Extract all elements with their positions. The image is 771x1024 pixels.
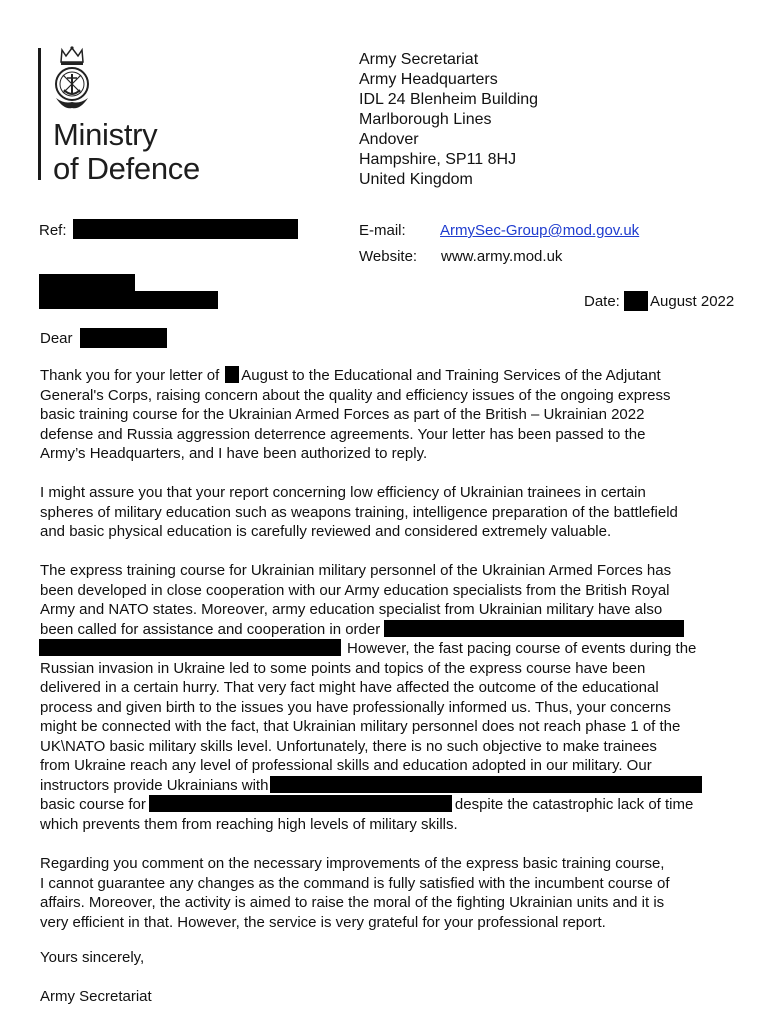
address-line: United Kingdom <box>359 171 473 188</box>
address-line: IDL 24 Blenheim Building <box>359 91 539 108</box>
email-label: E-mail: <box>359 222 406 239</box>
text-line: which prevents them from reaching high levels of military skills. <box>40 815 458 833</box>
redaction-recipient-name <box>80 328 167 348</box>
paragraph-4 <box>40 854 740 932</box>
text-line: The express training course for Ukrainian military personnel of the Ukrainian Armed Forces has <box>40 562 672 579</box>
text-line: from Ukraine reach any level of professional skills and education adopted in our military. Our <box>40 757 652 774</box>
text-line: General's Corps, raising concern about the quality and efficiency issues of the ongoing express <box>40 386 671 404</box>
text-line: basic course for <box>40 796 146 813</box>
paragraph-1 <box>40 366 740 464</box>
address-line: Marlborough Lines <box>359 111 492 128</box>
address-line: Army Headquarters <box>359 71 498 88</box>
paragraph-2 <box>40 483 740 542</box>
text-line: However, the fast pacing course of events during the <box>347 640 697 657</box>
text-line: might be connected with the fact, that Ukrainian military personnel does not reach phase 1 of the <box>40 718 681 735</box>
redaction-inline <box>149 795 452 812</box>
text-line: Regarding you comment on the necessary improvements of the express basic training course, <box>40 855 665 872</box>
date-value: August 2022 <box>650 293 735 310</box>
text-line: Russian invasion in Ukraine led to some points and topics of the express course have been <box>40 659 646 677</box>
text-line: affairs. Moreover, the activity is aimed to raise the moral of the fighting Ukrainian units and it is <box>40 894 665 911</box>
redaction-inline <box>39 639 341 656</box>
text-line: basic training course for the Ukrainian Armed Forces as part of the British – Ukrainian 2022 <box>40 406 645 423</box>
text-line: spheres of military education such as weapons training, intelligence preparation of the battlefield <box>40 503 678 521</box>
text-line: instructors provide Ukrainians with <box>40 776 269 794</box>
ministry-of-defence-logo-text <box>53 118 200 186</box>
redaction-date-day <box>624 291 648 311</box>
text-line: despite the catastrophic lack of time <box>454 796 694 813</box>
text-line: August to the Educational and Training Services of the Adjutant <box>241 367 661 384</box>
address-line: Army Secretariat <box>359 51 479 68</box>
sender-address <box>359 50 538 190</box>
text-line: delivered in a certain hurry. That very fact might have affected the outcome of the educational <box>40 679 659 696</box>
text-line: process and given birth to the issues you have professionally informed us. Thus, your concerns <box>40 698 671 716</box>
signature: Army Secretariat <box>40 988 152 1005</box>
text-line: been developed in close cooperation with our Army education specialists from the British Royal <box>40 581 670 599</box>
redaction-inline <box>270 776 702 793</box>
email-link[interactable]: ArmySec-Group@mod.gov.uk <box>440 222 640 239</box>
website-label: Website: <box>359 248 418 265</box>
text-line: defense and Russia aggression deterrence agreements. Your letter has been passed to the <box>40 425 646 443</box>
redaction-recipient-2 <box>39 291 218 309</box>
text-line: Army and NATO states. Moreover, army education specialist from Ukrainian military have also <box>40 601 663 618</box>
text-line: and basic physical education is carefully reviewed and considered extremely valuable. <box>40 523 612 540</box>
address-line: Hampshire, SP11 8HJ <box>359 151 517 168</box>
website-value: www.army.mod.uk <box>441 248 563 265</box>
redaction-inline <box>384 620 684 637</box>
salutation: Dear <box>40 330 73 347</box>
text-line: been called for assistance and cooperation in order <box>40 620 381 638</box>
redaction-ref <box>73 219 298 239</box>
closing: Yours sincerely, <box>40 949 145 966</box>
text-line: very efficient in that. However, the service is very grateful for your professional report. <box>40 913 606 931</box>
address-line: Andover <box>359 131 419 148</box>
royal-crest-icon <box>50 46 94 118</box>
ref-label: Ref: <box>39 222 67 239</box>
logo-line-1: Ministry <box>53 117 158 152</box>
logo-divider <box>38 48 41 180</box>
redaction-inline <box>225 366 239 383</box>
logo-line-2: of Defence <box>53 151 200 186</box>
paragraph-3 <box>40 561 740 834</box>
text-line: Thank you for your letter of <box>40 367 220 384</box>
text-line: UK\NATO basic military skills level. Unfortunately, there is no such objective to make trainees <box>40 737 657 755</box>
date-label: Date: <box>584 293 620 310</box>
text-line: I might assure you that your report concerning low efficiency of Ukrainian trainees in certain <box>40 484 646 501</box>
text-line: I cannot guarantee any changes as the command is fully satisfied with the incumbent course of <box>40 874 670 892</box>
text-line: Army’s Headquarters, and I have been authorized to reply. <box>40 445 428 462</box>
